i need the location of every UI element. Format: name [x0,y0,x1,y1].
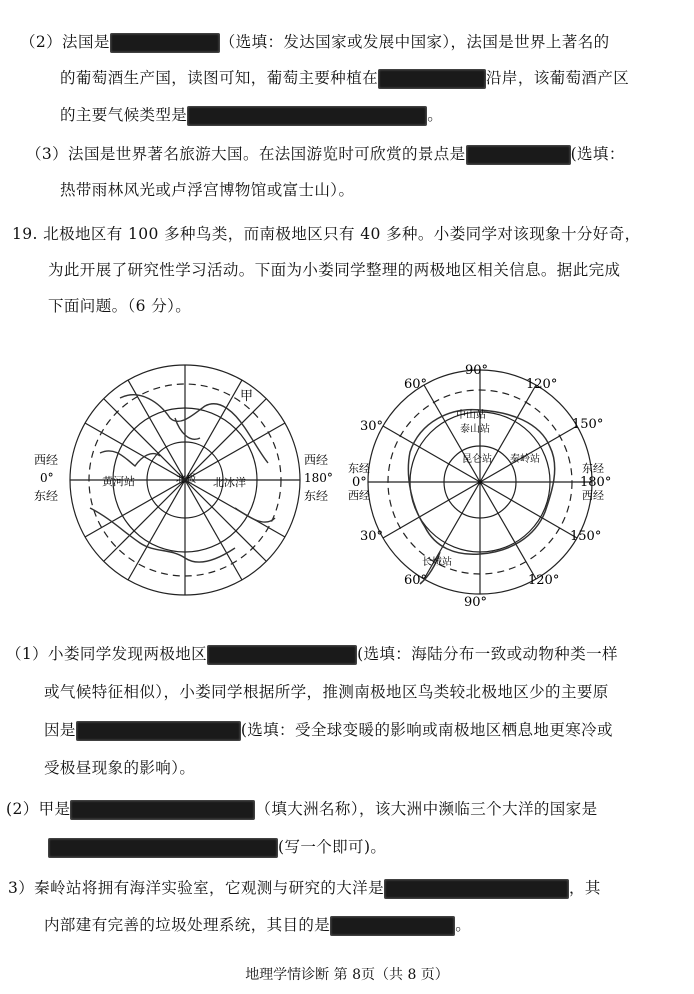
label-jia: 甲 [240,389,254,404]
antarctic-map [340,362,640,610]
s3-mid: ，其 [568,879,601,897]
deg-150-bottom: 150° [570,529,602,544]
station-kunlun: 昆仑站 [462,454,492,465]
s2-text: （填大洲名称），该大洲中濒临三个大洋的国家是 [255,800,598,818]
q18-part3-line1 [26,142,625,165]
deg-30-top: 30° [360,419,384,434]
q18-p2-prefix: （2）法国是 [20,33,110,51]
q18-part3-line2 [60,178,354,200]
deg-90-top: 90° [465,363,489,378]
deg-120-top: 120° [526,377,558,392]
s3-prefix: 3）秦岭站将拥有海洋实验室，它观测与研究的大洋是 [8,879,384,897]
station-qinling: 秦岭站 [510,454,540,465]
station-changcheng: 长城站 [422,557,452,568]
answer-blank[interactable] [76,721,241,741]
q19-sub2-line1 [6,797,597,820]
q18-p2-text: 的葡萄酒生产国，读图可知，葡萄主要种植在 [60,69,379,87]
page-footer: 地理学情诊断 第 8页（共 8 页） [245,967,449,983]
q18-p2-options: （选填：发达国家或发展中国家），法国是世界上著名的 [219,33,610,51]
arctic-right-west: 西经 [304,453,329,467]
q18-p2-end: 。 [427,106,444,124]
deg-30-bottom: 30° [360,529,384,544]
q18-p3-choices: 热带雨林风光或卢浮宫博物馆或富士山）。 [60,181,355,199]
s1-prefix: （1）小娄同学发现两极地区 [6,645,208,663]
q19-sub3-line1 [8,876,601,899]
q19-sub1-line4: 受极昼现象的影响）。 [44,759,196,777]
q18-p2-text3: 的主要气候类型是 [60,106,188,124]
q19-line2: 为此开展了研究性学习活动。下面为小娄同学整理的两极地区相关信息。据此完成 [48,261,621,279]
answer-blank[interactable] [384,879,569,899]
ant-right-180: 180° [580,475,612,490]
answer-blank[interactable] [187,106,427,126]
answer-blank[interactable] [466,145,571,165]
arctic-ocean-label: 北冰洋 [213,476,246,489]
q18-part2-line2 [60,66,629,89]
deg-150-top: 150° [572,417,604,432]
q19-line1: 19. 北极地区有 100 多种鸟类，而南极地区只有 40 多种。小娄同学对该现象十分好奇， [12,225,641,243]
answer-blank[interactable] [330,916,455,936]
ant-left-zero: 0° [352,475,367,490]
arctic-left-zero: 0° [40,471,54,485]
s1-reason-options: (选填：受全球变暖的影响或南极地区栖息地更寒冷或 [240,721,613,739]
s1-reason-prefix: 因是 [44,721,76,739]
arctic-map [30,358,340,608]
s3-end: 。 [455,916,472,934]
q19-sub1-line3 [44,718,613,741]
ant-left-east: 东经 [348,462,370,475]
answer-blank[interactable] [70,800,255,820]
q18-part2-line1 [20,30,610,53]
deg-60-bottom: 60° [404,573,428,588]
q18-part2-line3 [60,103,443,126]
q19-sub3-line2 [44,913,471,936]
s1-options: (选填：海陆分布一致或动物种类一样 [357,645,618,663]
q18-p3-text: （3）法国是世界著名旅游大国。在法国游览时可欣赏的景点是 [26,145,466,163]
s2-prefix: (2）甲是 [6,800,71,818]
ant-left-west: 西经 [348,489,370,502]
answer-blank[interactable] [48,838,278,858]
north-pole-label: 北极 [176,474,196,485]
s2-end: (写一个即可)。 [278,838,387,856]
q18-p3-options: (选填： [570,145,625,163]
answer-blank[interactable] [110,33,220,53]
q19-sub1-line1 [6,642,618,665]
arctic-right-east: 东经 [304,489,329,503]
q19-sub2-line2 [48,835,386,858]
station-zhongshan: 中山站 [456,410,486,421]
deg-120-bottom: 120° [528,573,560,588]
ant-right-west: 西经 [582,489,604,502]
q19-line3: 下面问题。（6 分）。 [48,297,192,315]
s3-text: 内部建有完善的垃圾处理系统，其目的是 [44,916,331,934]
answer-blank[interactable] [378,69,486,89]
deg-90-bottom: 90° [464,595,488,610]
ant-right-east: 东经 [582,462,604,475]
q18-p2-text2: 沿岸，该葡萄酒产区 [486,69,630,87]
arctic-left-west: 西经 [34,453,59,467]
deg-60-top: 60° [404,377,428,392]
station-taishan: 泰山站 [460,424,490,435]
q19-sub1-line2: 或气候特征相似），小娄同学根据所学，推测南极地区鸟类较北极地区少的主要原 [44,683,609,701]
station-huanghe: 黄河站 [102,475,135,488]
arctic-left-east: 东经 [34,489,59,503]
answer-blank[interactable] [207,645,357,665]
arctic-right-180: 180° [304,471,333,485]
